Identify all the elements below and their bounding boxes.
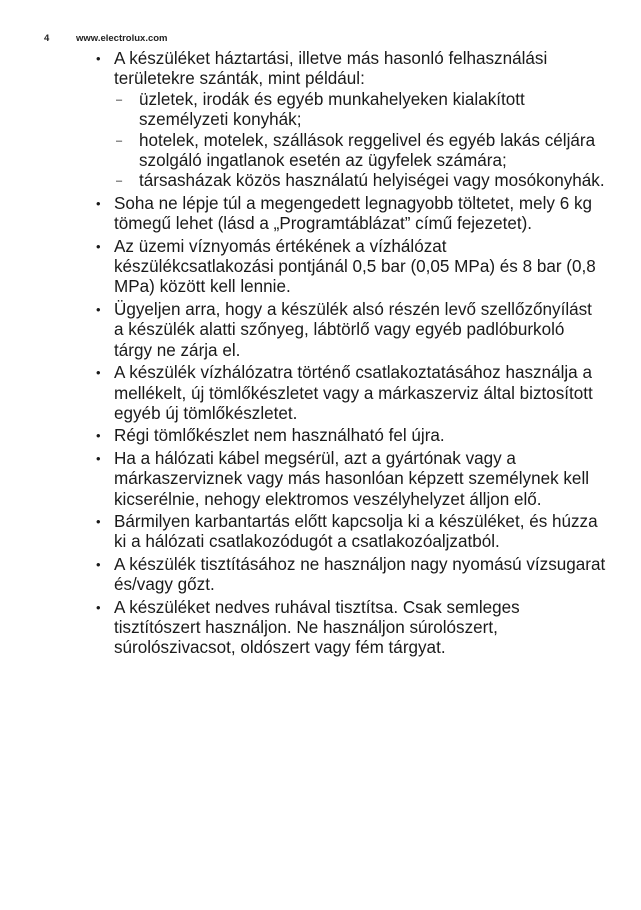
dash-icon: – xyxy=(116,175,123,188)
list-item xyxy=(96,194,606,235)
bullet-icon: • xyxy=(96,556,101,572)
list-item-text: Az üzemi víznyomás értékének a vízhálózat készülékcsatlakozási pontjánál 0,5 bar (0,05 MPa) és 8 bar (0,8 MPa) között kell lennie. xyxy=(114,236,596,297)
bullet-icon: • xyxy=(96,238,101,254)
list-item-text: A készüléket nedves ruhával tisztítsa. Csak semleges tisztítószert használjon. Ne használjon súrolószert, súrolószivacsot, oldószert vagy fém tárgyat. xyxy=(114,597,520,658)
bullet-icon: • xyxy=(96,195,101,211)
list-item xyxy=(96,449,606,510)
safety-instructions xyxy=(96,49,606,661)
bullet-icon: • xyxy=(96,450,101,466)
sub-list xyxy=(114,90,606,192)
page-number: 4 xyxy=(44,33,50,44)
list-item xyxy=(96,598,606,659)
bullet-list xyxy=(96,49,606,659)
list-item-text: Soha ne lépje túl a megengedett legnagyobb töltetet, mely 6 kg tömegű lehet (lásd a „Programtáblázat” című fejezetet). xyxy=(114,193,593,234)
sub-list-item xyxy=(114,90,606,131)
list-item xyxy=(96,49,606,192)
bullet-icon: • xyxy=(96,599,101,615)
list-item xyxy=(96,300,606,361)
list-item xyxy=(96,426,606,446)
dash-icon: – xyxy=(116,93,123,106)
bullet-icon: • xyxy=(96,365,101,381)
sub-list-item xyxy=(114,131,606,172)
list-item-text: Ügyeljen arra, hogy a készülék alsó részén levő szellőzőnyílást a készülék alatti szőnyeg, lábtörlő vagy egyéb padlóburkoló tárgy ne zárja el. xyxy=(114,299,592,360)
list-item xyxy=(96,237,606,298)
sub-list-item-text: hotelek, motelek, szállások reggelivel és egyéb lakás céljára szolgáló ingatlanok esetén az ügyfelek számára; xyxy=(139,130,596,171)
list-item-text: Bármilyen karbantartás előtt kapcsolja ki a készüléket, és húzza ki a hálózati csatlakozódugót a csatlakozóaljzatból. xyxy=(114,511,598,552)
page-header xyxy=(44,33,168,44)
list-item xyxy=(96,363,606,424)
dash-icon: – xyxy=(116,134,123,147)
list-item xyxy=(96,555,606,596)
list-item-text: A készülék vízhálózatra történő csatlakoztatásához használja a mellékelt, új tömlőkészletet vagy a márkaszerviz által biztosított egyéb új tömlőkészletet. xyxy=(114,363,593,423)
list-item-text: A készüléket háztartási, illetve más hasonló felhasználási területekre szánták, mint például: xyxy=(114,49,548,89)
bullet-icon: • xyxy=(96,51,101,66)
sub-list-item xyxy=(114,171,606,191)
bullet-icon: • xyxy=(96,513,101,529)
sub-list-item-text: üzletek, irodák és egyéb munkahelyeken kialakított személyzeti konyhák; xyxy=(139,89,525,130)
list-item-text: Ha a hálózati kábel megsérül, azt a gyártónak vagy a márkaszerviznek vagy más hasonlóan képzett személynek kell kicserélnie, nehogy elektromos veszélyhelyzet álljon elő. xyxy=(114,448,590,509)
list-item-text: Régi tömlőkészlet nem használható fel újra. xyxy=(114,426,445,446)
list-item xyxy=(96,512,606,553)
website-url: www.electrolux.com xyxy=(76,33,168,44)
bullet-icon: • xyxy=(96,428,101,444)
list-item-text: A készülék tisztításához ne használjon nagy nyomású vízsugarat és/vagy gőzt. xyxy=(114,554,606,595)
bullet-icon: • xyxy=(96,301,101,317)
sub-list-item-text: társasházak közös használatú helyiségei vagy mosókonyhák. xyxy=(139,171,605,191)
